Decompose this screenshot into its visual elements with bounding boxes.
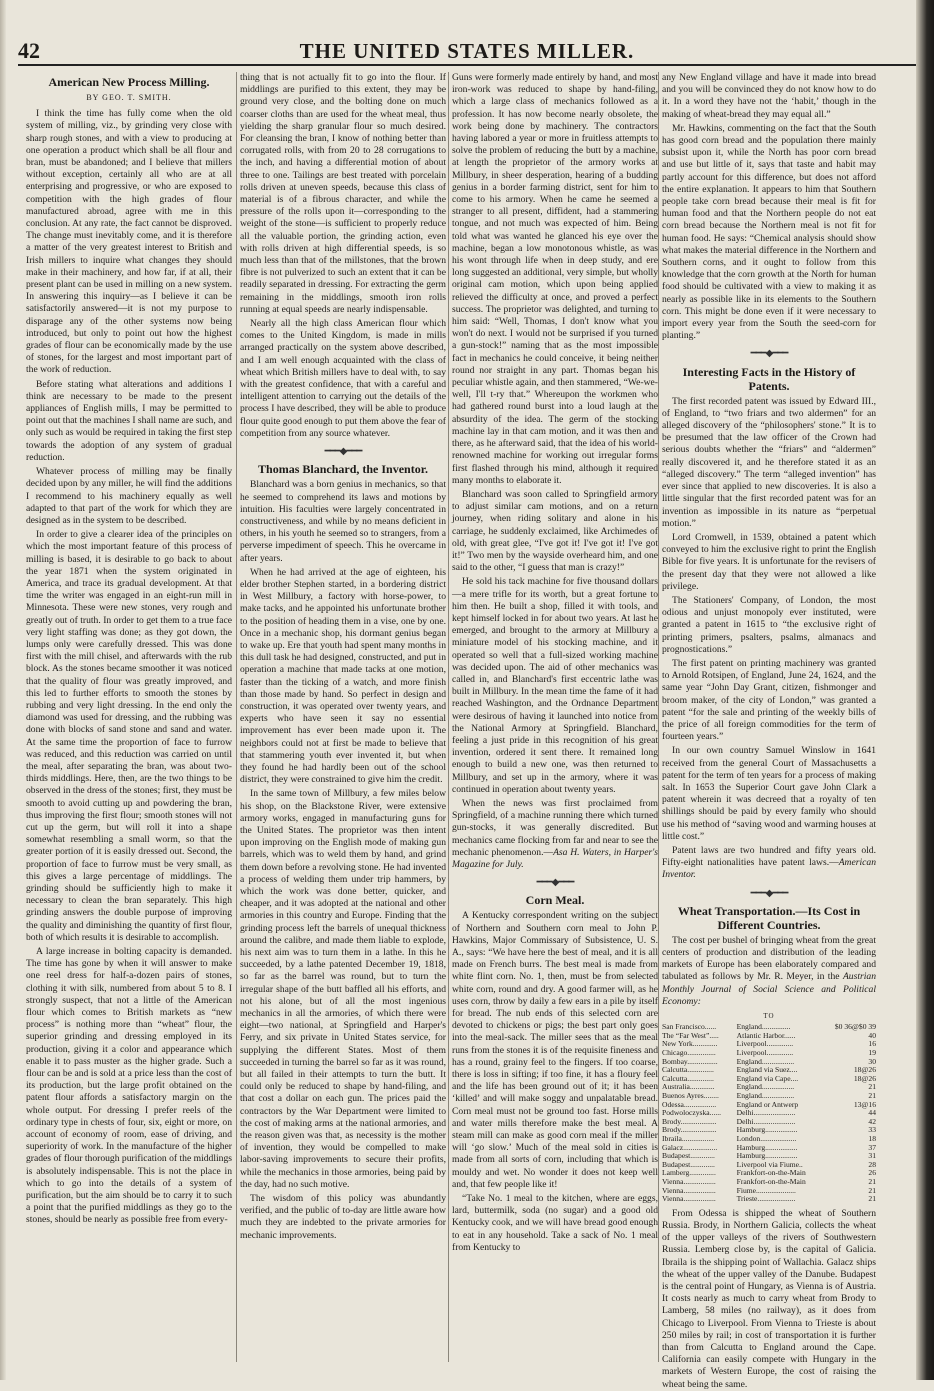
paragraph-text: Patent laws are two hundred and fifty years old. Fifty-eight nationalities have patent laws.— xyxy=(662,844,876,869)
article-title: Thomas Blanchard, the Inventor. xyxy=(258,462,428,477)
table-row xyxy=(662,1195,876,1204)
divider-ornament-icon: ━━━◆━━━ xyxy=(536,877,574,889)
to-cell: Fiume..................... xyxy=(736,1185,796,1195)
column-1 xyxy=(26,72,232,1367)
paragraph: A Kentucky correspondent writing on the subject of Northern and Southern corn meal to John P. Hawkins, Major Commissary of Subsistence, U. S. A., says: “We have here the best of meal, and it is all made on French burrs. The best meal is made from white flint corn. No. 1, then, must be from selected white corn, round and dry. A good farmer will, as he uses corn, throw by daily a few ears in a pile by itself for bread. The nub ends of this selected corn are devoted to chickens or pigs; the best part only goes into the meal-sack. The miller sees that as the meal runs from the stones it is of the requisite fineness and has a round, grainy feel to the fingers. If too coarse, there is loss in sifting; if too fine, it has a floury feel and the life has been ground out of it; it has been ‘killed’ and will make soggy and unpalatable bread. Corn meal must not be ground too fast. Horse mills and water mills therefore make the best meal. A steam mill can make as good corn meal if the miller will ‘go slow.’ Much of the meal sold in cities is made from all sorts of corn, including that which is mouldy and wet. No wonder it does not keep well and, that few people like it! xyxy=(452,910,658,1190)
paragraph-text: The cost per bushel of bringing wheat from the great centers of production and distribution of the leading markets of Europe has been elaborately compared and tabulated as follows by Mr. R. Meyer, in the xyxy=(662,934,876,983)
page-edge-left xyxy=(0,0,6,1380)
from-cell: Calcutta.............. xyxy=(662,1065,714,1075)
paragraph xyxy=(662,935,876,1008)
rate-cell: 21 xyxy=(868,1185,876,1195)
divider-ornament-icon: ━━━◆━━━ xyxy=(324,446,362,458)
page-number: 42 xyxy=(18,38,40,63)
rate-cell: 37 xyxy=(868,1142,876,1152)
paragraph: A large increase in bolting capacity is demanded. The time has gone by when it will answer to make one reel dress for half-a-dozen pairs of stones, clothing it with silk, numbered from about 5 to 8. I strongly suspect, that not a little of the American flour which comes to British markets as “new process” is nothing more than “wheat” flour, the superior grinding and dressing employed in its production, giving it a color and appearance which enable it to pass muster as the higher grade. Such a flour can be and is sold at a price less than the cost of its production, but the large profit obtained on the patent flour affords a satisfactory margin on the whole output. For dressing I prefer reels of the ordinary type in chests of four, six, eight or more, on account of economy of room, ease of driving, and superiority of work. In the manufacture of the higher grades of flour thorough purification of the middlings is absolutely indispensable. This is not the place in which to go into the details of a system of purification, but the aim should be to carry it to such a point that the purified middlings as they go to the stones, should be nearly as possible free from every- xyxy=(26,946,232,1226)
paragraph: The first recorded patent was issued by Edward III., of England, to “two friars and two aldermen” for an alleged discovery of the “philosophers' stone.” It is to be presumed that the law officer of the Crown had serious doubts whether the “friars” and “aldermen” really discovered it, and he therefore stated it as an “alleged discovery.” The term “alleged invention” has ever since that applied to new discoveries. It is also a little singular that the first recorded patent was for an invention as impossible in its nature as “perpetual motion.” xyxy=(662,395,876,529)
rate-cell: 16 xyxy=(868,1039,876,1049)
rate-cell: 44 xyxy=(868,1108,876,1118)
paragraph: Nearly all the high class American flour which comes to the United Kingdom, is made in mills arranged practically on the system above described, and I am well enough acquainted with the class of wheat which British millers have to deal with, to say with the greatest confidence, that with a careful and intelligent attention to carrying out the details of the process I have described, they will be able to produce flour quite good enough to put them above the fear of competition from any source whatever. xyxy=(240,318,446,439)
rate-cell: 13@16 xyxy=(853,1099,876,1109)
from-cell: Odessa................. xyxy=(662,1099,717,1109)
paragraph xyxy=(662,845,876,882)
from-cell: Podwoloczyska...... xyxy=(662,1108,722,1118)
rate-cell: 18@26 xyxy=(853,1073,876,1083)
rate-cell: 31 xyxy=(868,1151,876,1161)
to-cell: Frankfort-on-the-Main xyxy=(736,1176,806,1186)
paragraph: “Take No. 1 meal to the kitchen, where are eggs, lard, buttermilk, soda (no sugar) and a good old Kentucky cook, and we will have bread good enough to eat in any household. Take a sack of No. 1 meal from Kentucky to xyxy=(452,1193,658,1253)
rate-cell: 19 xyxy=(868,1048,876,1057)
to-cell: Liverpool.............. xyxy=(736,1039,794,1049)
rate-cell: 30 xyxy=(868,1056,876,1066)
from-cell: Lamberg.............. xyxy=(662,1168,716,1178)
paragraph: In order to give a clearer idea of the principles on which the most important feature of this process of milling is based, it is desirable to go back to about the year 1871 when the system originated in America, and trace its gradual development. At that time the writer was engaged in an eight-run mill in Minnesota. These were new stones, very rough and greatly out of truth. In order to get them to a true face very light staffing was done; as they got down, the lumps only were carefully dressed. This was done first with the mill chisel, and afterwards with the rub block. As the stones became smoother it was noticed that the quality of flour was greatly improved, and this led to further efforts to smooth the stones by rubbing and very light dressing. In the end only the diamond was used for dressing, and the rubbing was done with blocks of sand stone and sand and water. At the same time the proportion of face to furrow was reduced, and this reduction was carried on until the meal, after separating the bran, was about two-thirds middlings. Here, then, are the two things to be observed in the dress of the stones; first, they must be smooth to avoid cutting up and powdering the bran, thus improving the first flour; smooth stones will not cut up the germ, but will roll it into a shape somewhat resembling a small worm, so that the greater portion of it is easily dressed out. Second, the proportion of face to furrow must be very small, as this gives a large percentage of middlings. The grinding should be sufficiently high to make it necessary to clean the bran separately. This high grinding answers the double purpose of improving the quality and diminishing the quantity of first flour, both of which results it is desirable to accomplish. xyxy=(26,529,232,943)
rate-cell: 28 xyxy=(868,1159,876,1169)
column-rule xyxy=(236,72,237,1362)
article-source: Austrian Monthly Journal of Social Science and Political Economy: xyxy=(662,971,876,1007)
table-header: TO xyxy=(763,1012,775,1021)
from-cell: Ibraila................. xyxy=(662,1133,715,1143)
rate-cell: 21 xyxy=(868,1176,876,1186)
rate-cell: 42 xyxy=(868,1116,876,1126)
rate-cell: 21 xyxy=(868,1082,876,1092)
column-rule xyxy=(448,72,449,1362)
from-cell: Brody................... xyxy=(662,1116,717,1126)
to-cell: Trieste.................... xyxy=(736,1194,796,1204)
article-title: Corn Meal. xyxy=(525,893,585,908)
article-source: American Inventor. xyxy=(662,857,876,881)
to-cell: England via Cape.... xyxy=(736,1073,799,1083)
rate-cell: 18@26 xyxy=(853,1065,876,1075)
page-header xyxy=(18,34,916,66)
rate-cell: 33 xyxy=(868,1125,876,1135)
article-title: Wheat Transportation.—Its Cost in Different Countries. xyxy=(677,903,861,932)
divider-ornament-icon: ━━━◆━━━ xyxy=(750,348,788,360)
paragraph: Blanchard was a born genius in mechanics, so that he seemed to comprehend its laws and motions by intuition. His faculties were largely concentrated in constructiveness, and while by no means deficient in others, in his youth he seemed so to strangers, from a perverse impediment of speech. This he overcame in after years. xyxy=(240,479,446,564)
to-cell: England............... xyxy=(736,1022,791,1032)
paragraph-text: When the news was first proclaimed from Springfield, of a machine running there which turned gun-stocks, it was generally discredited. But mechanics came flocking from far and near to see the mechanic phenomenon.— xyxy=(452,797,658,858)
paragraph: When he had arrived at the age of eighteen, his elder brother Stephen started, in a bordering district in West Millbury, a factory with horse-power, to make tacks, and he appointed his unfortunate brother to the position of heading them in a vise, one by one. Once in a mechanic shop, his dormant genius began to wake up. Ere that youth had spent many months in this dull task he had designed, constructed, and put in operation a machine that made tacks at one motion, faster than the ticking of a watch, and more finish than those made by hand. So perfect in design and construction, it was operated over twenty years, and experts who have seen it say no essential improvement has ever been made upon it. The neighbors could not at first be made to believe that that stammering youth ever invented it, but when they found he had hardly been out of the school district, they were constrained to give him the credit. xyxy=(240,566,446,786)
paragraph: Mr. Hawkins, commenting on the fact that the South has good corn bread and the population there mainly subsist upon it, while the North has poor corn bread and use but little of it, says that taste and habit may partly account for this difference, but does not afford the entire explanation. It appears to him that Southern people take corn bread because their meal is fit for human food and that the Northern people do not eat corn bread because the Northern meal is not fit for human food. He says: “Chemical analysis should show what makes the material difference in the Northern and Southern corns, and it ought to follow from this knowledge that the corn growth at the North for human food should be cultivated with a view to making it as nearly as possible like in its elements to the Southern corn. This might be done even if it were necessary to import every year from the South the seed-corn for planting.” xyxy=(662,122,876,342)
to-cell: Hamburg................. xyxy=(736,1125,798,1135)
to-cell: Delhi...................... xyxy=(736,1116,796,1126)
paragraph: Lord Cromwell, in 1539, obtained a patent which conveyed to him the exclusive right to print the English Bible for five years. It is unfortunate for the revisers of the present day that they were not allowed a like privilege. xyxy=(662,531,876,592)
to-cell: England or Antwerp xyxy=(736,1099,799,1109)
to-cell: England................. xyxy=(736,1056,795,1066)
paragraph: Guns were formerly made entirely by hand, and most iron-work was reduced to shape by hand-filing, which a large class of mechanics followed as a profession. It has now become nearly obsolete, the work being done by machinery. The contractors having labored a year or more in fruitless attempts to solve the problem of reducing the butt by a machine, at length the proprietor of the armory works at Millbury, in sheer desperation, hearing of a budding genius in a border farming district, sent for him to come to his armory. When he came he seemed a stranger to all present, diffident, had a stammering tongue, and not much was expected of him. Being told what was wanted he glanced his eye over the machine, began a low monotonous whistle, as was his wont through life when in deep study, and ere long suggested an additional, very simple, but wholly original cam motion, which upon being applied relieved the difficulty at once, and proved a perfect success. The proprietor was delighted, and turning to him said: “Well, Thomas, I don't know what you won't do next. I would not be surprised if you turned a gun-stock!” naming that as the most impossible fact in mechanics he could conceive, it being neither round nor straight in any part. Thomas began his peculiar whistle again, and then stammered, “We-we-well, I'll t-ry that.” Whereupon the workmen who had gathered round burst into a loud laugh at the absurdity of the idea. The germ of the stocking machine lay in that cam motion, and it was then and there, as he afterward said, that the idea of his world-renowned machine for working out irregular forms first flashed through his mind, although it required many months to elaborate it. xyxy=(452,72,658,486)
divider-ornament-icon: ━━━◆━━━ xyxy=(750,887,788,899)
to-cell: Liverpool.............. xyxy=(736,1048,794,1057)
rate-cell: 40 xyxy=(868,1030,876,1040)
from-cell: New York............. xyxy=(662,1039,718,1049)
to-cell: Liverpool via Fiume.. xyxy=(736,1159,803,1169)
rate-cell: 21 xyxy=(868,1194,876,1204)
to-cell: Delhi...................... xyxy=(736,1108,796,1118)
paragraph: any New England village and have it made into bread and you will be convinced they do not know how to do it. In a word they have not the ‘habit,’ though in the making of wheat-bread they may equal all.” xyxy=(662,72,876,120)
column-rule xyxy=(658,72,659,1362)
from-cell: Calcutta.............. xyxy=(662,1073,714,1083)
rate-cell: 18 xyxy=(868,1133,876,1143)
article-title: Interesting Facts in the History of Patents. xyxy=(682,364,856,393)
to-cell: Hamburg................. xyxy=(736,1142,798,1152)
from-cell: Bombay................ xyxy=(662,1056,718,1066)
rate-cell: $0 36@$0 39 xyxy=(834,1022,876,1032)
masthead-title: THE UNITED STATES MILLER. xyxy=(299,39,635,63)
article-byline: BY GEO. T. SMITH. xyxy=(86,93,172,102)
from-cell: Vienna................. xyxy=(662,1194,716,1204)
paragraph: From Odessa is shipped the wheat of Southern Russia. Brody, in Northern Galicia, collects the wheat of the upper valleys of the rivers of Southwestern Russia. Lemberg close by, is the capital of Galicia. Ibraila is the shipping point of Wallachia. Galacz ships the wheat of the upper valley of the Danube. Budapest is the central point of Hungary, as Vienna is of Austria. It costs nearly as much to carry wheat from Brody to Lamberg, 58 miles (no railway), as it does from Chicago to Liverpool. From Vienna to Trieste is about 250 miles by rail; in cost of transportation it is further than from Calcutta to England around the Cape. California can easily compete with Hungary in the markets of Western Europe, the cost of raising the wheat being the same. xyxy=(662,1207,876,1390)
from-cell: Budapest............. xyxy=(662,1151,715,1161)
article-title: American New Process Milling. xyxy=(48,75,210,89)
from-cell: Vienna................. xyxy=(662,1176,716,1186)
to-cell: Frankfort-on-the-Main xyxy=(736,1168,806,1178)
column-3 xyxy=(452,72,658,1367)
from-cell: Brody................... xyxy=(662,1125,717,1135)
paragraph: The wisdom of this policy was abundantly verified, and the public of to-day are little aware how much they are indebted to the private armories for mechanic improvements. xyxy=(240,1193,446,1241)
paragraph: In our own country Samuel Winslow in 1641 received from the general Court of Massachusetts a patent for the term of ten years for a process of making salt. In 1653 the Superior Court gave John Clark a patent wherein it was decreed that a royalty of ten shillings should be paid by every family who should use his method of “saving wood and warming houses at little cost.” xyxy=(662,745,876,842)
column-2 xyxy=(240,72,446,1367)
to-cell: England................. xyxy=(736,1090,795,1100)
to-cell: Hamburg................. xyxy=(736,1151,798,1161)
paragraph: The Stationers' Company, of London, the most odious and unjust monopoly ever instituted, were granted a patent in 1615 to “the exclusive right of printing primers, psalters, psalms, almanacs and prognostications.” xyxy=(662,594,876,655)
article-source: Asa H. Waters, in Harper's Magazine for July. xyxy=(452,846,658,870)
paragraph: Blanchard was soon called to Springfield armory to adjust similar cam motions, and on a return journey, when riding solitary and alone in his carriage, he suddenly exclaimed, like Archimedes of old, with great glee, “I've got it! I've got it! I've got it!” Two men by the wayside overheard him, and one said to the other, “I guess that man is crazy!” xyxy=(452,488,658,574)
from-cell: The “Far West”..... xyxy=(662,1030,719,1040)
paragraph: Before stating what alterations and additions I think are necessary to be made to the present appliances of English mills, I may be permitted to point out that the machines I shall name are such, and only such as would be required in taking the first step towards the adoption of any system of gradual reduction. xyxy=(26,378,232,463)
paragraph: Whatever process of milling may be finally decided upon by any miller, he will find the additions I recommend to his machinery equally as well adapted to that part of the work for which they are designed as in the system to be described. xyxy=(26,466,232,526)
rate-cell: 21 xyxy=(868,1090,876,1100)
from-cell: Vienna................. xyxy=(662,1185,716,1195)
rate-cell: 26 xyxy=(868,1168,876,1178)
column-4 xyxy=(662,72,876,1390)
paragraph: He sold his tack machine for five thousand dollars—a mere trifle for its worth, but a great fortune to him then. He built a shop, filled it with tools, and kept himself locked in for about two years. At last he emerged, and brought to the armory at Millbury a miniature model of his stocking machine, and it operated so well that a full-sized working machine was decided upon. The aid of other mechanics was called in, and Blanchard's first eccentric lathe was built in Millbury. In the mean time the fame of it had reached Washington, and the Ordnance Department were desirous of having it launched into notice from the National Armory at Springfield. Blanchard, feeling a just pride in this recognition of his great invention, ordered it sent there. It remained long enough to build a new one, was then returned to Millbury, and set up in the armory, where it was continued in operation about twenty years. xyxy=(452,576,658,795)
to-cell: England................. xyxy=(736,1082,795,1092)
paragraph xyxy=(452,798,658,871)
page-edge-right xyxy=(916,0,934,1380)
paragraph: I think the time has fully come when the old system of milling, viz., by grinding very close with sharp rough stones, and with a view to producing at one operation a product which shall be all flour and bran, must be abandoned; and I believe that millers without exception, certainly all who are at all enterprising and progressive, or who are exposed to competition with the high grades of flour manufactured abroad, agree with me in this conclusion. At any rate, the fact cannot be disproved. The change must inevitably come, and it is therefore a matter of the very greatest interest to British and Irish millers to inquire what changes they should make in their machinery, and how far, if at all, their present plant can be used in milling on a new system. In answering this inquiry—as I believe it can be satisfactorily answered—it is not my purpose to disparage any of the other systems now being introduced, but only to point out how the highest grades of flour can be economically made by the use of stones, for the largest and most important part of the work of reduction. xyxy=(26,108,232,376)
from-cell: Galacz.................. xyxy=(662,1142,718,1152)
to-cell: England via Suez.... xyxy=(736,1065,798,1075)
to-cell: Atlantic Harbor...... xyxy=(736,1030,796,1040)
paragraph: thing that is not actually fit to go into the flour. If middlings are purified to this extent, they may be ground very close, and the bolting done on much coarser cloths than are used for the wheat meal, thus yielding the sharp granular flour so much desired. For cleansing the bran, I know of nothing better than corrugated rolls, with from 20 to 28 corrugations to the inch, and having a differential motion of about three to one. Tailings are best treated with porcelain rolls driven at uneven speeds, because this class of material is of a fibrous character, and while the pressure of the rolls upon it—corresponding to the weight of the stone—is sufficient to properly reduce all the valuable portion, the grinding action, even with rolls driven at high differential speeds, is so much less than that of the millstones, that the brown fibre is not pulverized to such an extent that it can be readily separated in dressing. For extracting the germ remaining in the middlings, smooth iron rolls running at equal speeds are nearly indispensable. xyxy=(240,72,446,315)
from-cell: Budapest............. xyxy=(662,1159,715,1169)
paragraph: In the same town of Millbury, a few miles below his shop, on the Blackstone River, were extensive armory works, engaged in manufacturing guns for the United States. The proprietor was then intent upon improving on the English mode of making gun barrels, which was to weld them by hand, and grind them down before a revolving stone. He had invented a process of welding them under trip hammers, by which the work was done better, quicker, and cheaper, and it was adopted at the national and other armories in this country and Europe. Finding that the grinding process left the barrels of unequal thickness around the calibre, and made them liable to explode, his next aim was to turn them in a lathe. In this he succeeded, by a lathe patented December 19, 1818, so far as the barrel was round, but to turn the irregular shape of the butt baffled all his efforts, and not his alone, but of all the most ingenious mechanics in all the armories, of which there were eight—two national, at Springfield and Harper's Ferry, and six private in United States service, for supplying the different States. Most of them succeeded in turning the barrel so far as it was round, but all failed in their attempts to turn the butt. It could only be reduced to shape by hand-filing, and that cost a dollar on each gun. The prices paid the contractors by the War Department were limited to the cost of making arms at the national armories, and the reason given was that, as necessity is the mother of invention, they would be compelled to make labor-saving improvements to secure their profits, while the mechanics in those armories, being paid by the day, had no such motive. xyxy=(240,788,446,1190)
from-cell: Australia............. xyxy=(662,1082,715,1092)
freight-table xyxy=(662,1023,876,1203)
from-cell: Buenos Ayres........ xyxy=(662,1090,719,1100)
from-cell: Chicago............... xyxy=(662,1048,716,1057)
paragraph: The first patent on printing machinery was granted to Arnold Rotsipen, of England, June 24, 1624, and the same year “John Day Grant, citizen, fishmonger and broom maker, of the city of London,” was granted a patent “for the sale and printing of the weekly bills of the price of all foreign commodities for the term of fourteen years.” xyxy=(662,657,876,743)
from-cell: San Francisco...... xyxy=(662,1022,717,1032)
to-cell: London................... xyxy=(736,1133,797,1143)
